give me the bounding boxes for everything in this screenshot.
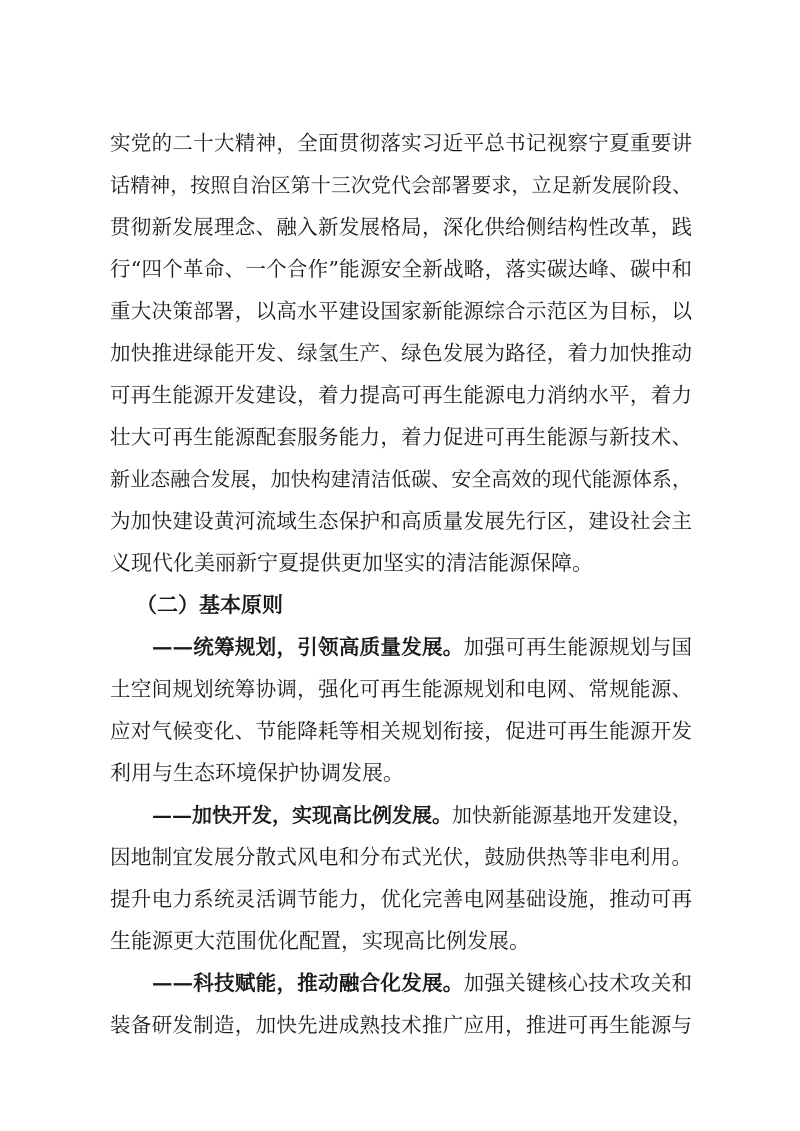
paragraph-line: 可再生能源开发建设，着力提高可再生能源电力消纳水平，着力: [110, 383, 692, 407]
principle-first-line: [152, 800, 692, 830]
paragraph-line: 新业态融合发展，加快构建清洁低碳、安全高效的现代能源体系，: [110, 467, 692, 491]
paragraph-line: 话精神，按照自治区第十三次党代会部署要求，立足新发展阶段、: [110, 173, 692, 197]
paragraph-line: 因地制宜发展分散式风电和分布式光伏，鼓励供热等非电利用。: [110, 845, 692, 869]
section-heading: （二）基本原则: [136, 593, 283, 617]
paragraph-line: 行“四个革命、一个合作”能源安全新战略，落实碳达峰、碳中和: [110, 257, 692, 281]
paragraph-line: 装备研发制造，加快先进成熟技术推广应用，推进可再生能源与: [110, 1013, 692, 1037]
principle-first-line: [152, 632, 692, 662]
paragraph-line: 实党的二十大精神，全面贯彻落实习近平总书记视察宁夏重要讲: [110, 131, 692, 155]
principle-title: ——加快开发，实现高比例发展。: [152, 803, 452, 827]
paragraph-line: 贯彻新发展理念、融入新发展格局，深化供给侧结构性改革，践: [110, 215, 692, 239]
paragraph-line: 土空间规划统筹协调，强化可再生能源规划和电网、常规能源、: [110, 677, 692, 701]
paragraph-line: 生能源更大范围优化配置，实现高比例发展。: [110, 929, 530, 953]
paragraph-line: 为加快建设黄河流域生态保护和高质量发展先行区，建设社会主: [110, 509, 692, 533]
principle-text: 加强可再生能源规划与国: [463, 635, 692, 659]
principle-first-line: [152, 968, 692, 998]
principle-title: ——科技赋能，推动融合化发展。: [152, 971, 464, 995]
paragraph-line: 重大决策部署，以高水平建设国家新能源综合示范区为目标，以: [110, 299, 692, 323]
principle-text: 加强关键核心技术攻关和: [463, 971, 692, 995]
principle-text: 加快新能源基地开发建设，: [452, 803, 692, 827]
paragraph-line: 加快推进绿能开发、绿氢生产、绿色发展为路径，着力加快推动: [110, 341, 692, 365]
paragraph-line: 义现代化美丽新宁夏提供更加坚实的清洁能源保障。: [110, 551, 593, 575]
paragraph-line: 提升电力系统灵活调节能力，优化完善电网基础设施，推动可再: [110, 887, 692, 911]
paragraph-line: 壮大可再生能源配套服务能力，着力促进可再生能源与新技术、: [110, 425, 692, 449]
paragraph-line: 应对气候变化、节能降耗等相关规划衔接，促进可再生能源开发: [110, 719, 692, 743]
paragraph-line: 利用与生态环境保护协调发展。: [110, 761, 404, 785]
principle-title: ——统筹规划，引领高质量发展。: [152, 635, 464, 659]
